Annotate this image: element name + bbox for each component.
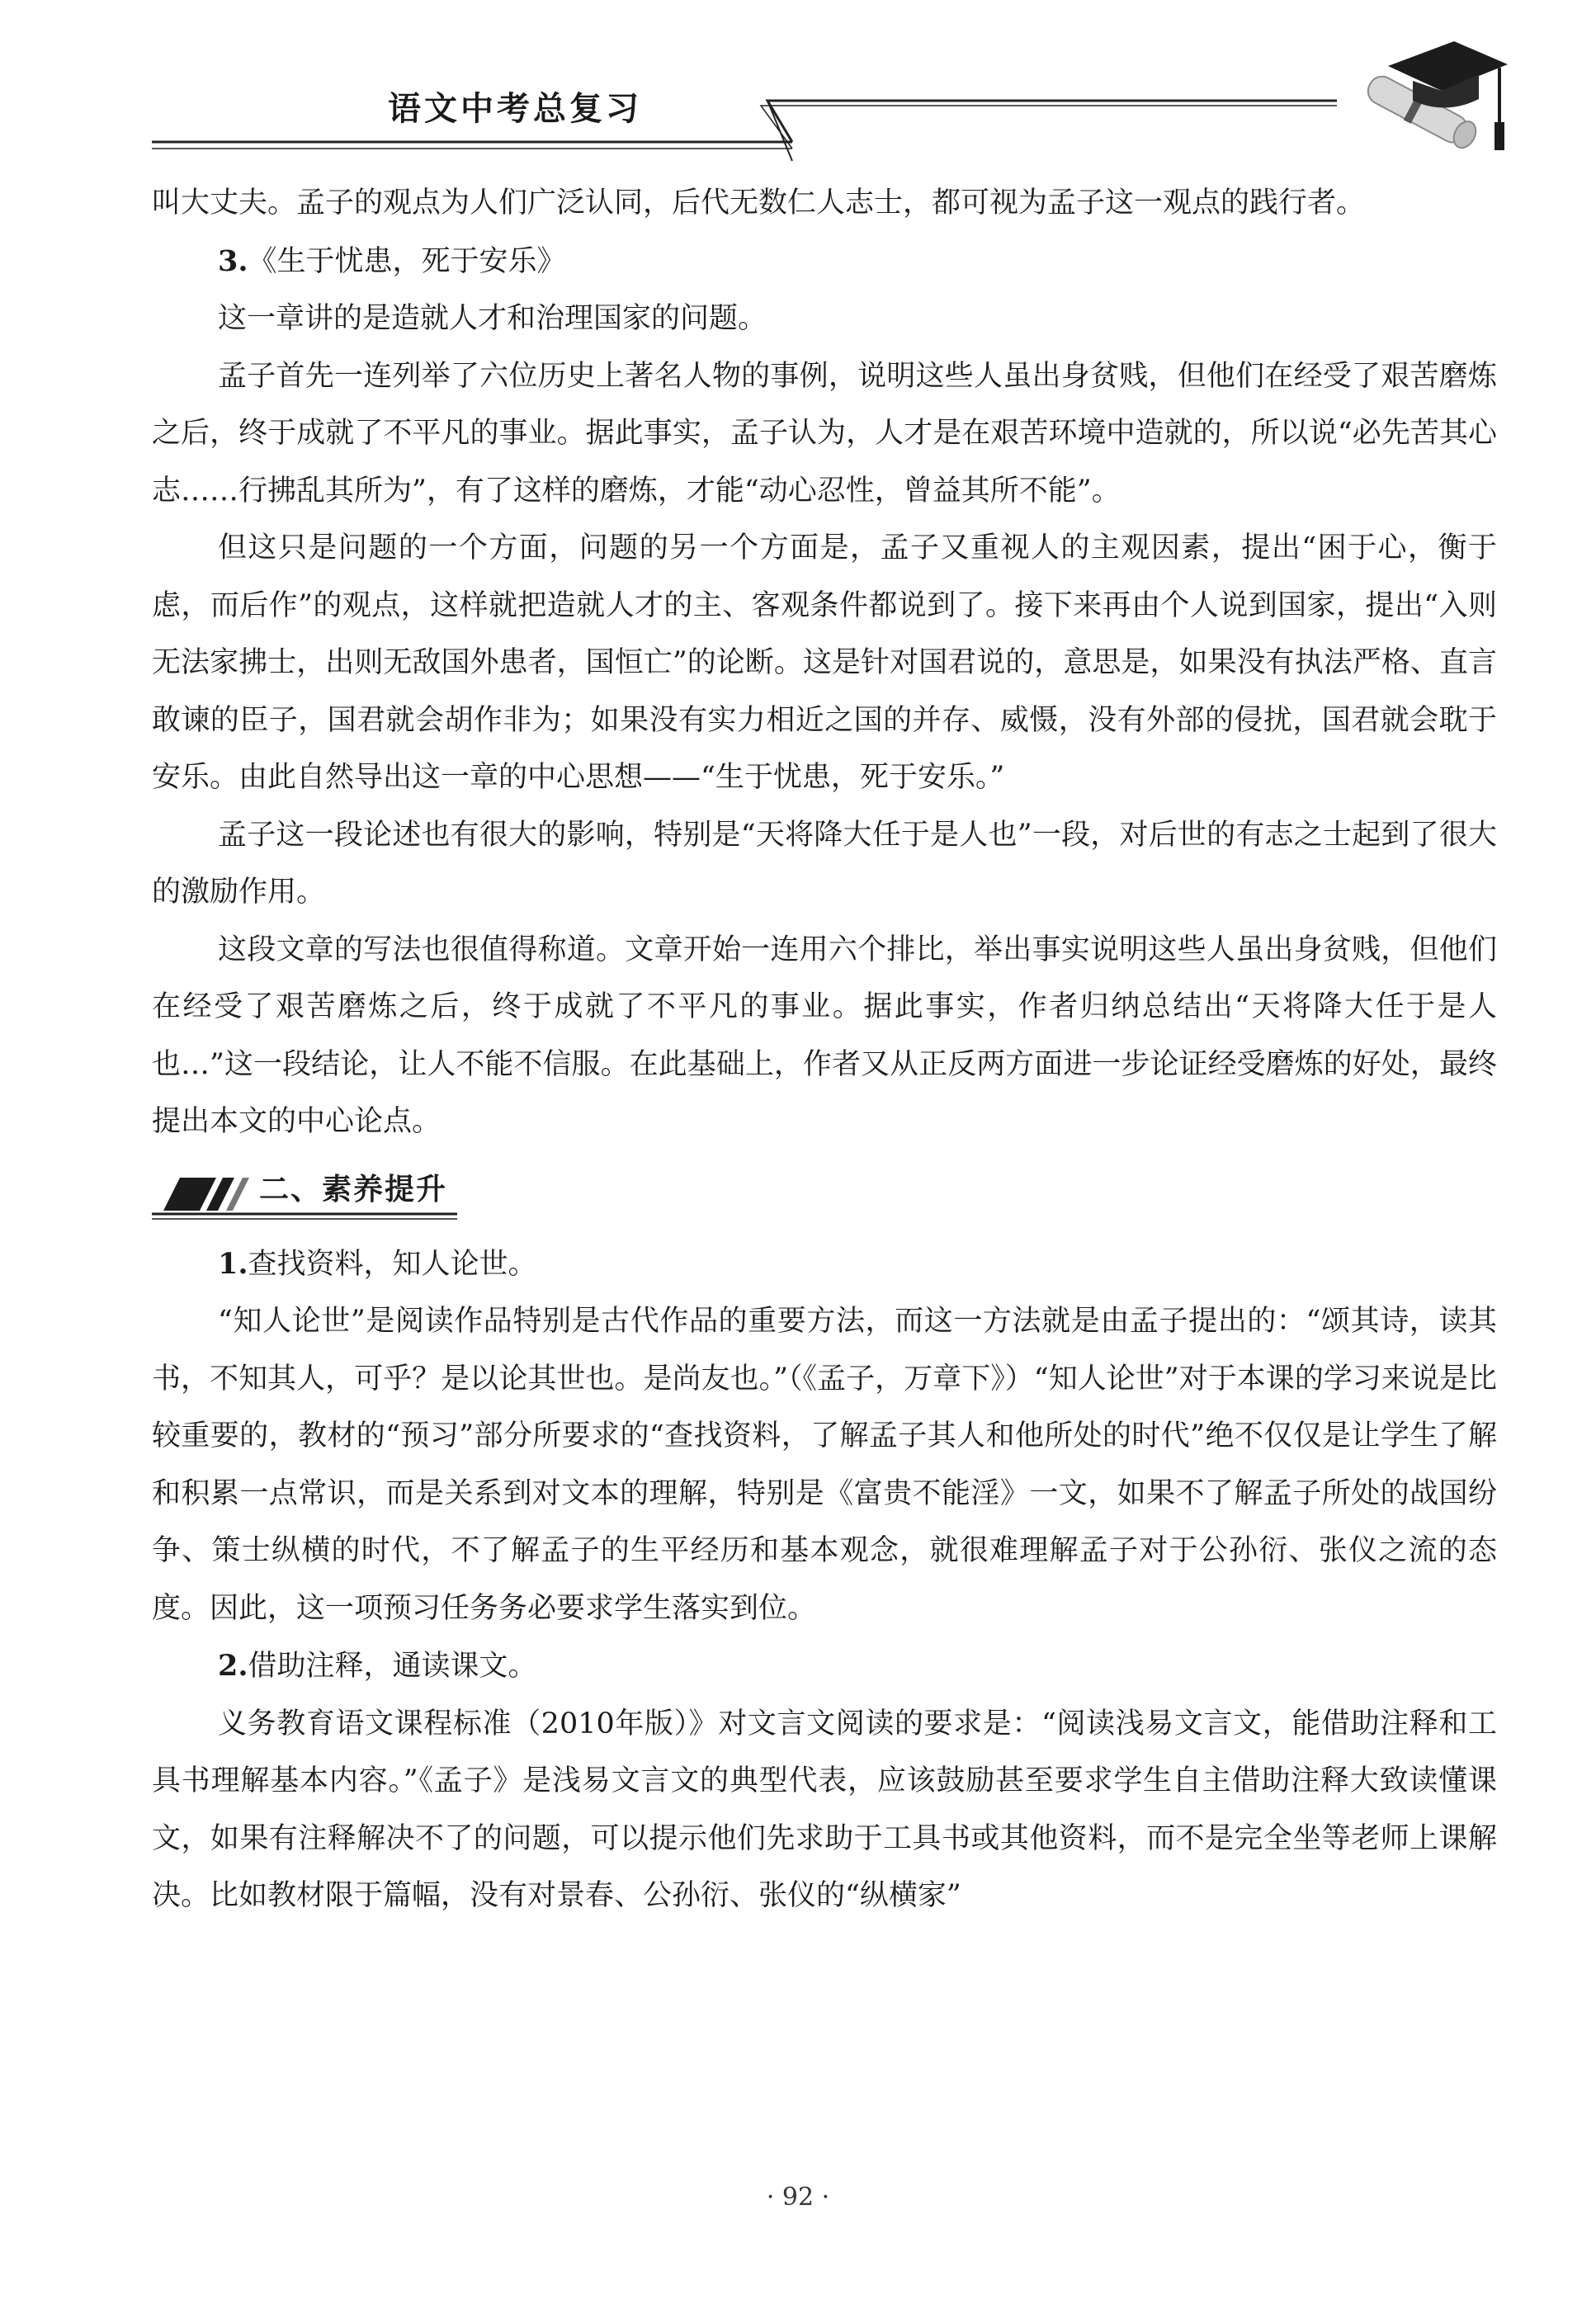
paragraph: 这一章讲的是造就人才和治理国家的问题。 — [218, 302, 767, 335]
paragraph: 义务教育语文课程标准（2010年版）》对文言文阅读的要求是：“阅读浅易文言文，能借助注释和工具书理解基本内容。”《孟子》是浅易文言文的典型代表，应该鼓励甚至要求学生自主借助注释大致读懂课文，如果有注释解决不了的问题，可以提示他们先求助于工具书或其他资料，而不是完全坐等老师上课解决。比如教材限于篇幅，没有对景春、公孙衍、张仪的“纵横家” — [152, 1707, 1497, 1912]
paragraph: 孟子这一段论述也有很大的影响，特别是“天将降大任于是人也”一段，对后世的有志之士起到了很大的激励作用。 — [152, 818, 1497, 909]
item-heading-2 — [152, 1637, 1497, 1696]
paragraph: 这段文章的写法也很值得称道。文章开始一连用六个排比，举出事实说明这些人虽出身贫贱，但他们在经受了艰苦磨炼之后，终于成就了不平凡的事业。据此事实，作者归纳总结出“天将降大任于是人也…”这一段结论，让人不能不信服。在此基础上，作者又从正反两方面进一步论证经受磨炼的好处，最终提出本文的中心论点。 — [152, 933, 1497, 1138]
item-number: 2. — [218, 1649, 248, 1683]
main-content — [152, 175, 1497, 1925]
paragraph: 但这只是问题的一个方面，问题的另一个方面是，孟子又重视人的主观因素，提出“困于心，衡于虑，而后作”的观点，这样就把造就人才的主、客观条件都说到了。接下来再由个人说到国家，提出“入则无法家拂士，出则无敌国外患者，国恒亡”的论断。这是针对国君说的，意思是，如果没有执法严格、直言敢谏的臣子，国君就会胡作非为；如果没有实力相近之国的并存、威慑，没有外部的侵扰，国君就会耽于安乐。由此自然导出这一章的中心思想——“生于忧患，死于安乐。” — [152, 531, 1497, 794]
item-number: 1. — [218, 1246, 248, 1281]
page-number: · 92 · — [766, 2183, 830, 2212]
item-number: 3. — [218, 243, 248, 278]
paragraph: 叫大丈夫。孟子的观点为人们广泛认同，后代无数仁人志士，都可视为孟子这一观点的践行者。 — [152, 187, 1366, 220]
section-title: 二、素养提升 — [259, 1172, 448, 1207]
graduation-cap-icon — [1330, 33, 1512, 165]
paragraph: 孟子首先一连列举了六位历史上著名人物的事例，说明这些人虽出身贫贱，但他们在经受了艰苦磨炼之后，终于成就了不平凡的事业。据此事实，孟子认为，人才是在艰苦环境中造就的，所以说“必先苦其心志……行拂乱其所为”，有了这样的磨炼，才能“动心忍性，曾益其所不能”。 — [152, 359, 1497, 508]
item-heading-3 — [152, 233, 1497, 291]
item-title: 查找资料，知人论世。 — [248, 1247, 537, 1281]
header-title: 语文中考总复习 — [388, 89, 642, 128]
page-header — [0, 0, 1596, 173]
item-title: 借助注释，通读课文。 — [248, 1650, 537, 1683]
item-heading-1 — [152, 1235, 1497, 1294]
section-heading — [152, 1161, 1497, 1230]
paragraph: “知人论世”是阅读作品特别是古代作品的重要方法，而这一方法就是由孟子提出的：“颂其诗，读其书，不知其人，可乎？是以论其世也。是尚友也。”（《孟子，万章下》）“知人论世”对于本课的学习来说是比较重要的，教材的“预习”部分所要求的“查找资料，了解孟子其人和他所处的时代”绝不仅仅是让学生了解和积累一点常识，而是关系到对文本的理解，特别是《富贵不能淫》一文，如果不了解孟子所处的战国纷争、策士纵横的时代，不了解孟子的生平经历和基本观念，就很难理解孟子对于公孙衍、张仪之流的态度。因此，这一项预习任务务必要求学生落实到位。 — [152, 1305, 1497, 1625]
item-title: 《生于忧患，死于安乐》 — [248, 244, 566, 278]
